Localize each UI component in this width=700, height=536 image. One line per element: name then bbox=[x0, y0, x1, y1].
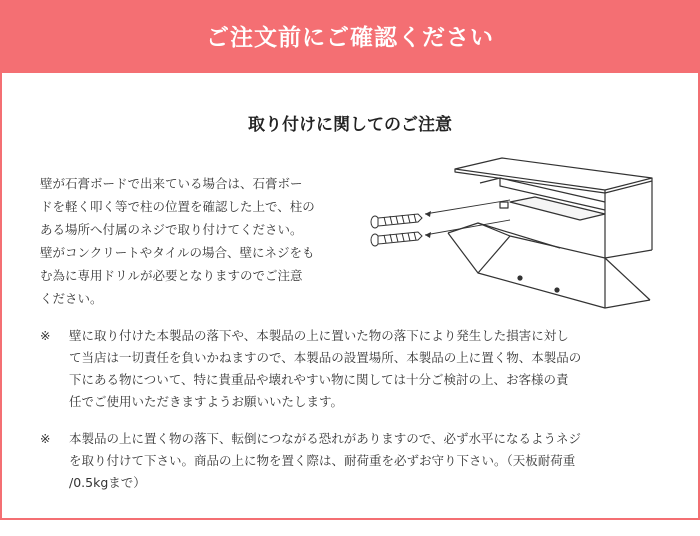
note-liability bbox=[40, 325, 670, 413]
intro-paragraph bbox=[40, 172, 370, 310]
intro-line: ドを軽く叩く等で柱の位置を確認した上で、柱の bbox=[40, 199, 315, 214]
intro-line: む為に専用ドリルが必要となりますのでご注意 bbox=[40, 268, 303, 283]
note-mark: ※ bbox=[40, 328, 51, 343]
note-load-capacity bbox=[40, 428, 670, 494]
note-line: 下にある物について、特に貴重品や壊れやすい物に関しては十分ご検討の上、お客様の責 bbox=[69, 372, 569, 387]
note-mark: ※ bbox=[40, 431, 51, 446]
section-title: 取り付けに関してのご注意 bbox=[248, 115, 452, 135]
shelf-diagram-icon bbox=[360, 150, 660, 310]
intro-line: 壁がコンクリートやタイルの場合、壁にネジをも bbox=[40, 245, 315, 260]
note-line: 壁に取り付けた本製品の落下や、本製品の上に置いた物の落下により発生した損害に対し bbox=[69, 328, 569, 343]
note-line: 任でご使用いただきますようお願いいたします。 bbox=[69, 394, 344, 409]
note-line: 本製品の上に置く物の落下、転倒につながる恐れがありますので、必ず水平になるようネジ bbox=[69, 431, 582, 446]
intro-line: ください。 bbox=[40, 291, 103, 306]
intro-line: ある場所へ付属のネジで取り付けてください。 bbox=[40, 222, 303, 237]
note-line: て当店は一切責任を負いかねますので、本製品の設置場所、本製品の上に置く物、本製品の bbox=[69, 350, 582, 365]
header-banner bbox=[0, 0, 700, 73]
installation-diagram bbox=[360, 150, 660, 314]
page-title: ご注文前にご確認ください bbox=[206, 25, 494, 51]
intro-line: 壁が石膏ボードで出来ている場合は、石膏ボー bbox=[40, 176, 303, 191]
note-line: を取り付けて下さい。商品の上に物を置く際は、耐荷重を必ずお守り下さい。（天板耐荷重 bbox=[69, 453, 576, 468]
note-line: /0.5kgまで） bbox=[69, 475, 146, 490]
